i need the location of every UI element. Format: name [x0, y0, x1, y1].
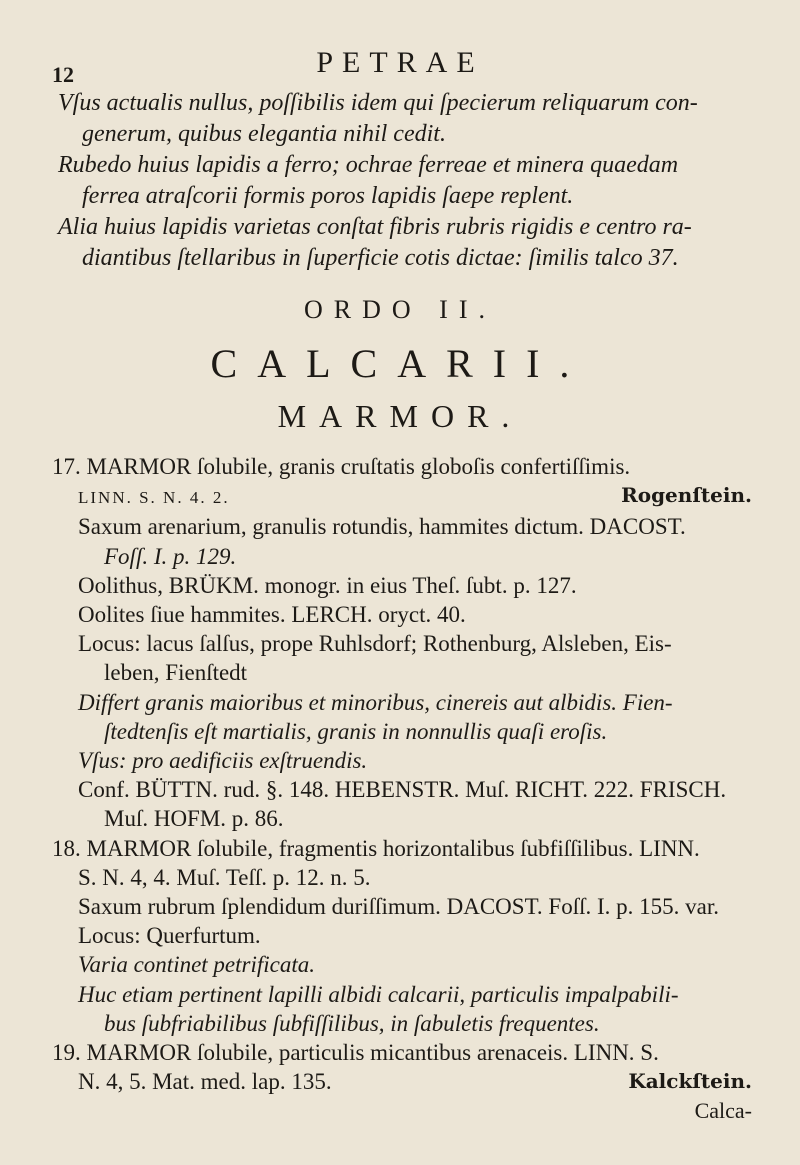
intro-line: Alia huius lapidis varietas conſtat fibris rubris rigidis e centro ra- [58, 214, 692, 240]
entries-block [52, 452, 772, 1125]
running-title: PETRAE [316, 46, 484, 79]
entry-line: Locus: lacus ſalſus, prope Ruhlsdorf; Rothenburg, Alsleben, Eis- [78, 631, 672, 657]
entry-line [52, 481, 772, 512]
class-heading: CALCARII. [210, 341, 590, 386]
intro-line: ferrea atraſcorii formis poros lapidis ſaepe replent. [82, 183, 574, 209]
intro-paragraph [58, 88, 768, 274]
vernacular-name: Rogenſtein. [621, 483, 752, 508]
entry-line: Vſus: pro aedificiis exſtruendis. [78, 748, 368, 774]
intro-line: Vſus actualis nullus, poſſibilis idem qui ſpecierum reliquarum con- [58, 90, 698, 116]
intro-line: diantibus ſtellaribus in ſuperficie cotis dictae: ſimilis talco 37. [82, 245, 679, 271]
page-number: 12 [52, 62, 74, 87]
entry-line: Varia continet petrificata. [78, 952, 315, 978]
entry-line: Oolithus, BRÜKM. monogr. in eius Theſ. ſubt. p. 127. [78, 572, 577, 598]
entry-line: Differt granis maioribus et minoribus, cinereis aut albidis. Fien- [78, 689, 673, 715]
entry-line: S. N. 4, 4. Muſ. Teſſ. p. 12. n. 5. [78, 864, 371, 890]
entry-line: ſtedtenſis eſt martialis, granis in nonnullis quaſi eroſis. [104, 718, 608, 744]
entry-ref: N. 4, 5. Mat. med. lap. 135. [78, 1069, 332, 1095]
ordo-heading: ORDO II. [304, 295, 496, 324]
entry-line: Huc etiam pertinent lapilli albidi calcarii, particulis impalpabili- [78, 981, 679, 1007]
entry-line: Oolites ſiue hammites. LERCH. oryct. 40. [78, 602, 466, 628]
entry-line: Saxum arenarium, granulis rotundis, hammites dictum. DACOST. [78, 514, 686, 540]
catchword: Calca- [694, 1098, 752, 1124]
entry-line: Conf. BÜTTN. rud. §. 148. HEBENSTR. Muſ. RICHT. 222. FRISCH. [78, 777, 727, 803]
genus-heading: MARMOR. [277, 398, 523, 434]
intro-line: generum, quibus elegantia nihil cedit. [82, 121, 446, 147]
entry-line [52, 1067, 772, 1096]
entry-line: bus ſubfriabilibus ſubfiſſilibus, in ſabuletis frequentes. [104, 1010, 600, 1036]
entry-title: 18. MARMOR ſolubile, fragmentis horizontalibus ſubfiſſilibus. LINN. [52, 835, 700, 861]
catchword-line [52, 1096, 772, 1125]
entry-title: 19. MARMOR ſolubile, particulis micantibus arenaceis. LINN. S. [52, 1040, 659, 1066]
entry-title: 17. MARMOR ſolubile, granis cruſtatis globoſis confertiſſimis. [52, 454, 631, 479]
entry-line: Foſſ. I. p. 129. [104, 543, 237, 569]
intro-line: Rubedo huius lapidis a ferro; ochrae ferreae et minera quaedam [58, 152, 679, 178]
vernacular-name: Kalckſtein. [628, 1069, 752, 1094]
entry-line: Locus: Querfurtum. [78, 923, 261, 949]
entry-ref: LINN. S. N. 4. 2. [78, 488, 230, 508]
entry-line: Muſ. HOFM. p. 86. [104, 806, 284, 832]
entry-line: leben, Fienſtedt [104, 660, 248, 686]
entry-line: Saxum rubrum ſplendidum duriſſimum. DACOST. Foſſ. I. p. 155. var. [78, 894, 720, 920]
